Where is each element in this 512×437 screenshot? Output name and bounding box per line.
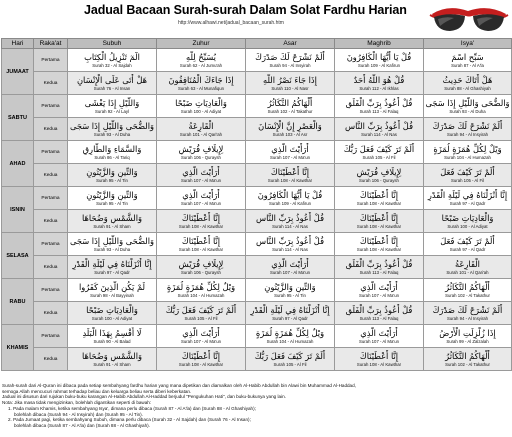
arabic-verse: إِنَّا أَنْزَلْنَاهُ فِي لَيْلَةِ الْقَدْرِ bbox=[250, 305, 330, 315]
reading-cell-zuhur bbox=[157, 279, 246, 302]
arabic-verse: إِنَّا أَعْطَيْنَاكَ bbox=[181, 351, 221, 361]
reading-cell-asar bbox=[246, 49, 335, 72]
reading-cell-maghrib bbox=[335, 233, 424, 256]
arabic-verse: قُلْ أَعُوذُ بِرَبِّ النَّاسِ bbox=[255, 213, 325, 223]
surah-reference: Surah 109 - Al Kafirun bbox=[268, 201, 312, 206]
reading-cell-isya bbox=[424, 72, 512, 95]
footer-notes bbox=[2, 383, 510, 429]
arabic-verse: وَالضُّحَى وَاللَّيْلِ إِذَا سَجَى bbox=[69, 121, 155, 131]
column-header-asar: Asar bbox=[246, 39, 335, 49]
reading-cell-asar bbox=[246, 348, 335, 371]
reading-cell-isya bbox=[424, 348, 512, 371]
reading-cell-maghrib bbox=[335, 302, 424, 325]
arabic-verse: إِنَّا أَنْزَلْنَاهُ فِي لَيْلَةِ الْقَدْرِ bbox=[72, 259, 152, 269]
arabic-verse: أَرَأَيْتَ الَّذِي bbox=[182, 167, 220, 177]
surah-reference: Surah 110 - Al Nasr bbox=[271, 86, 309, 91]
arabic-verse: قُلْ أَعُوذُ بِرَبِّ الْفَلَقِ bbox=[345, 98, 413, 108]
reading-cell-zuhur bbox=[157, 210, 246, 233]
reading-cell-subuh bbox=[68, 302, 157, 325]
arabic-verse: قُلْ أَعُوذُ بِرَبِّ الْفَلَقِ bbox=[345, 305, 413, 315]
surah-reference: Surah 104 - Al Humazah bbox=[266, 339, 314, 344]
rakaat-label: Kedua bbox=[34, 210, 68, 233]
surah-reference: Surah 114 - Al Nas bbox=[361, 132, 397, 137]
reading-cell-zuhur bbox=[157, 256, 246, 279]
arabic-verse: أَلَمْ تَرَ كَيْفَ فَعَلَ bbox=[440, 167, 495, 177]
surah-reference: Surah 99 - Al Zalzalah bbox=[446, 339, 489, 344]
surah-reference: Surah 101 - Al Qari'ah bbox=[446, 270, 489, 275]
arabic-verse: سَبِّحِ اسْمَ bbox=[451, 52, 484, 62]
arabic-verse: إِنَّا أَعْطَيْنَاكَ bbox=[181, 236, 221, 246]
reading-cell-asar bbox=[246, 256, 335, 279]
reading-cell-subuh bbox=[68, 118, 157, 141]
table-row bbox=[2, 233, 512, 256]
arabic-verse: قُلْ يَا أَيُّهَا الْكَافِرُونَ bbox=[257, 190, 323, 200]
arabic-verse: أَلَمْ تَرَ كَيْفَ فَعَلَ رَبُّكَ bbox=[254, 351, 326, 361]
surah-reference: Surah 94 - Al Insyirah bbox=[446, 132, 489, 137]
arabic-verse: لِإِيلَافِ قُرَيْشٍ bbox=[178, 144, 224, 154]
reading-cell-zuhur bbox=[157, 325, 246, 348]
day-label: RABU bbox=[2, 279, 34, 325]
arabic-verse: هَلْ أَتَى عَلَى الْإِنْسَانِ bbox=[76, 75, 148, 85]
surah-reference: Surah 106 - Quraysh bbox=[359, 178, 399, 183]
day-label: JUMAAT bbox=[2, 49, 34, 95]
arabic-verse: وَالشَّمْسِ وَضُحَاهَا bbox=[81, 213, 143, 223]
surah-reference: Surah 108 - Al Kawthar bbox=[356, 247, 402, 252]
reading-cell-zuhur bbox=[157, 72, 246, 95]
surah-reference: Surah 107 - Al Ma'un bbox=[359, 293, 399, 298]
reading-cell-zuhur bbox=[157, 49, 246, 72]
rakaat-label: Kedua bbox=[34, 72, 68, 95]
arabic-verse: أَلَمْ تَرَ كَيْفَ فَعَلَ bbox=[440, 236, 495, 246]
arabic-verse: الٓمٓ تَنْزِيلُ الْكِتَابِ bbox=[84, 52, 140, 62]
surah-reference: Surah 107 - Al Ma'un bbox=[270, 270, 310, 275]
note-text: Jadual ini disusun dari rujukan buku-buku karangan Al-Habib Abdullah Al-Haddad berjudul "Pengukuhan Hati", dan buku-bukunya yang lain. bbox=[2, 394, 286, 400]
reading-cell-subuh bbox=[68, 325, 157, 348]
arabic-verse: أَلْهَاكُمُ التَّكَاثُرُ bbox=[445, 351, 490, 361]
day-label: SABTU bbox=[2, 95, 34, 141]
arabic-verse: أَرَأَيْتَ الَّذِي bbox=[271, 144, 309, 154]
rakaat-label: Pertama bbox=[34, 49, 68, 72]
surah-reference: Surah 101 - Al Qari'ah bbox=[179, 132, 223, 137]
arabic-verse: وَالسَّمَاءِ وَالطَّارِقِ bbox=[82, 144, 142, 154]
arabic-verse: قُلْ يَا أَيُّهَا الْكَافِرُونَ bbox=[346, 52, 412, 62]
table-row bbox=[2, 164, 512, 187]
reading-cell-isya bbox=[424, 187, 512, 210]
note-text: semoga Allah mencucuri rahmat terhadap beliau dan keluarga beliau serta diberi keberkatan. bbox=[2, 388, 192, 394]
surah-reference: Surah 108 - Al Kawthar bbox=[178, 362, 224, 367]
surah-reference: Surah 114 - Al Nas bbox=[272, 224, 308, 229]
surah-reference: Surah 103 - Al Asr bbox=[272, 132, 308, 137]
surah-reference: Surah 108 - Al Kawthar bbox=[356, 201, 402, 206]
reading-cell-zuhur bbox=[157, 118, 246, 141]
reading-cell-maghrib bbox=[335, 325, 424, 348]
column-header-isya: Isya' bbox=[424, 39, 512, 49]
rakaat-label: Pertama bbox=[34, 187, 68, 210]
surah-reference: Surah 76 - Al Insan bbox=[93, 86, 131, 91]
reading-cell-asar bbox=[246, 233, 335, 256]
rakaat-label: Kedua bbox=[34, 118, 68, 141]
rakaat-label: Pertama bbox=[34, 95, 68, 118]
surah-reference: Surah 108 - Al Kawthar bbox=[178, 247, 224, 252]
arabic-verse: إِنَّا أَعْطَيْنَاكَ bbox=[181, 213, 221, 223]
arabic-verse: الْقَارِعَةُ bbox=[455, 259, 480, 269]
surah-reference: Surah 93 - Al Duha bbox=[93, 132, 131, 137]
reading-cell-maghrib bbox=[335, 95, 424, 118]
reading-cell-isya bbox=[424, 279, 512, 302]
reading-cell-maghrib bbox=[335, 72, 424, 95]
arabic-verse: أَلَمْ تَرَ كَيْفَ فَعَلَ رَبُّكَ bbox=[343, 144, 415, 154]
page-title: Jadual Bacaan Surah-surah Dalam Solat Fardhu Harian bbox=[84, 3, 407, 17]
reading-cell-zuhur bbox=[157, 187, 246, 210]
arabic-verse: إِنَّا أَعْطَيْنَاكَ bbox=[359, 213, 399, 223]
arabic-verse: أَلَمْ نَشْرَحْ لَكَ صَدْرَكَ bbox=[255, 52, 325, 62]
reading-cell-maghrib bbox=[335, 187, 424, 210]
reading-cell-asar bbox=[246, 302, 335, 325]
rakaat-label: Pertama bbox=[34, 233, 68, 256]
table-row bbox=[2, 95, 512, 118]
arabic-verse: إِنَّا أَعْطَيْنَاكَ bbox=[270, 167, 310, 177]
table-row bbox=[2, 187, 512, 210]
rakaat-label: Kedua bbox=[34, 302, 68, 325]
arabic-verse: لِإِيلَافِ قُرَيْشٍ bbox=[178, 259, 224, 269]
arabic-verse: وَالْعَادِيَاتِ ضَبْحًا bbox=[441, 213, 494, 223]
surah-reference: Surah 100 - Al Adiyat bbox=[91, 316, 133, 321]
surah-reference: Surah 97 - Al Qadr bbox=[94, 270, 130, 275]
surah-reference: Surah 108 - Al Kawthar bbox=[356, 224, 402, 229]
surah-reference: Surah 104 - Al Humazah bbox=[177, 293, 225, 298]
column-header-hari: Hari bbox=[2, 39, 34, 49]
surah-reference: Surah 90 - Al Balad bbox=[93, 339, 131, 344]
table-row bbox=[2, 210, 512, 233]
reading-cell-subuh bbox=[68, 141, 157, 164]
reading-cell-asar bbox=[246, 325, 335, 348]
arabic-verse: إِذَا جَاءَ نَصْرُ اللَّهِ bbox=[263, 75, 317, 85]
day-label: KHAMIS bbox=[2, 325, 34, 371]
surah-reference: Surah 105 - Al Fil bbox=[273, 362, 307, 367]
arabic-verse: إِنَّا أَعْطَيْنَاكَ bbox=[359, 190, 399, 200]
reading-cell-zuhur bbox=[157, 348, 246, 371]
arabic-verse: قُلْ أَعُوذُ بِرَبِّ النَّاسِ bbox=[255, 236, 325, 246]
reading-cell-asar bbox=[246, 141, 335, 164]
reading-cell-zuhur bbox=[157, 95, 246, 118]
reading-cell-asar bbox=[246, 187, 335, 210]
arabic-verse: أَلَمْ نَشْرَحْ لَكَ صَدْرَكَ bbox=[432, 305, 503, 315]
arabic-verse: وَالتِّينِ وَالزَّيْتُونِ bbox=[264, 282, 316, 292]
reading-cell-asar bbox=[246, 118, 335, 141]
reading-cell-isya bbox=[424, 95, 512, 118]
rakaat-label: Pertama bbox=[34, 279, 68, 302]
reading-cell-maghrib bbox=[335, 141, 424, 164]
arabic-verse: وَيْلٌ لِكُلِّ هُمَزَةٍ لُمَزَةٍ bbox=[166, 282, 236, 292]
arabic-verse: لَا أُقْسِمُ بِهَذَا الْبَلَدِ bbox=[82, 328, 142, 338]
arabic-verse: وَيْلٌ لِكُلِّ هُمَزَةٍ لُمَزَةٍ bbox=[433, 144, 502, 154]
surah-reference: Surah 100 - Al Adiyat bbox=[447, 224, 488, 229]
reading-cell-maghrib bbox=[335, 118, 424, 141]
surah-reference: Surah 91 - Al Sham bbox=[93, 362, 131, 367]
reading-cell-subuh bbox=[68, 72, 157, 95]
arabic-verse: وَيْلٌ لِكُلِّ هُمَزَةٍ لُمَزَةٍ bbox=[255, 328, 325, 338]
arabic-verse: أَرَأَيْتَ الَّذِي bbox=[360, 282, 398, 292]
reading-cell-isya bbox=[424, 325, 512, 348]
reading-cell-asar bbox=[246, 72, 335, 95]
reading-cell-isya bbox=[424, 118, 512, 141]
reading-cell-subuh bbox=[68, 348, 157, 371]
surah-reference: Surah 32 - Al Sajdah bbox=[92, 63, 132, 68]
surah-reference: Surah 102 - Al Takathur bbox=[445, 362, 490, 367]
arabic-verse: إِنَّا أَعْطَيْنَاكَ bbox=[359, 236, 399, 246]
column-header-subuh: Subuh bbox=[68, 39, 157, 49]
column-header-rakaat: Raka'at bbox=[34, 39, 68, 49]
surah-reference: Surah 113 - Al Falaq bbox=[359, 270, 399, 275]
reading-cell-asar bbox=[246, 95, 335, 118]
surah-reference: Surah 97 - Al Qadr bbox=[272, 316, 308, 321]
arabic-verse: أَلْهَاكُمُ التَّكَاثُرُ bbox=[267, 98, 313, 108]
reading-cell-subuh bbox=[68, 256, 157, 279]
note-text: Surah-surah dari Al-Quran ini dibaca pada setiap sembahyang fardhu harian yang mana dipetikan dan diamalkan oleh Al-Habib Abdullah bin Alawi bin Muhammad Al-Haddad, bbox=[2, 383, 356, 388]
surah-reference: Surah 63 - Al Munafiqun bbox=[177, 86, 225, 91]
arabic-verse: الْقَارِعَةُ bbox=[188, 121, 214, 131]
rakaat-label: Pertama bbox=[34, 141, 68, 164]
arabic-verse: وَالشَّمْسِ وَضُحَاهَا bbox=[81, 351, 143, 361]
rakaat-label: Kedua bbox=[34, 348, 68, 371]
surah-reference: Surah 108 - Al Kawthar bbox=[356, 362, 402, 367]
rakaat-label: Kedua bbox=[34, 256, 68, 279]
arabic-verse: أَرَأَيْتَ الَّذِي bbox=[271, 259, 309, 269]
surah-reference: Surah 102 - Al Takathur bbox=[267, 109, 313, 114]
reading-cell-isya bbox=[424, 302, 512, 325]
reading-cell-zuhur bbox=[157, 164, 246, 187]
note-text: 1. Pada malam Khamis, ketika sembahyang Isya', dimana perlu dibaca (Surah 87 - Al A'la) dan (Surah 88 - Al Ghashiyah); bbox=[8, 405, 256, 411]
surah-reference: Surah 93 - Al Duha bbox=[449, 109, 486, 114]
reading-cell-subuh bbox=[68, 49, 157, 72]
surah-reference: Surah 108 - Al Kawthar bbox=[178, 224, 224, 229]
arabic-verse: أَلَمْ نَشْرَحْ لَكَ صَدْرَكَ bbox=[432, 121, 503, 131]
reading-cell-isya bbox=[424, 256, 512, 279]
surah-reference: Surah 109 - Al Kafirun bbox=[357, 63, 401, 68]
reading-cell-isya bbox=[424, 233, 512, 256]
reading-cell-zuhur bbox=[157, 233, 246, 256]
reading-cell-isya bbox=[424, 141, 512, 164]
arabic-verse: إِنَّا أَنْزَلْنَاهُ فِي لَيْلَةِ الْقَدْرِ bbox=[427, 190, 508, 200]
arabic-verse: وَالتِّينِ وَالزَّيْتُونِ bbox=[86, 167, 138, 177]
surah-reference: Surah 92 - Al Layl bbox=[95, 109, 129, 114]
arabic-verse: أَلَمْ تَرَ كَيْفَ فَعَلَ رَبُّكَ bbox=[165, 305, 237, 315]
arabic-verse: إِذَا جَاءَكَ الْمُنَافِقُونَ bbox=[168, 75, 234, 85]
arabic-verse: أَرَأَيْتَ الَّذِي bbox=[360, 328, 398, 338]
arabic-verse: قُلْ أَعُوذُ بِرَبِّ الْفَلَقِ bbox=[345, 259, 413, 269]
day-label: AHAD bbox=[2, 141, 34, 187]
table-row bbox=[2, 325, 512, 348]
table-row bbox=[2, 72, 512, 95]
reading-cell-isya bbox=[424, 164, 512, 187]
reading-cell-maghrib bbox=[335, 210, 424, 233]
arabic-verse: لِإِيلَافِ قُرَيْشٍ bbox=[356, 167, 402, 177]
table-row bbox=[2, 141, 512, 164]
note-text: Nota: Jika masa tidak mengizinkan, bolehlah digantikan seperti di bawah: bbox=[2, 400, 152, 406]
arabic-verse: أَلْهَاكُمُ التَّكَاثُرُ bbox=[445, 282, 490, 292]
reading-cell-asar bbox=[246, 164, 335, 187]
schedule-table bbox=[1, 38, 512, 371]
arabic-verse: وَالْعَادِيَاتِ ضَبْحًا bbox=[86, 305, 138, 315]
surah-reference: Surah 95 - Al Tin bbox=[274, 293, 306, 298]
surah-reference: Surah 114 - Al Nas bbox=[272, 247, 308, 252]
column-header-maghrib: Maghrib bbox=[335, 39, 424, 49]
surah-reference: Surah 94 - Al Insyirah bbox=[269, 63, 311, 68]
surah-reference: Surah 108 - Al Kawthar bbox=[267, 178, 313, 183]
reading-cell-subuh bbox=[68, 95, 157, 118]
arabic-verse: وَالتِّينِ وَالزَّيْتُونِ bbox=[86, 190, 138, 200]
surah-reference: Surah 91 - Al Sham bbox=[93, 224, 131, 229]
source-url: http://www.alhawi.net/jadual_bacaan_surah.htm bbox=[178, 20, 284, 26]
column-header-zuhur: Zuhur bbox=[157, 39, 246, 49]
table-row bbox=[2, 279, 512, 302]
surah-reference: Surah 88 - Al Ghashiyah bbox=[444, 86, 491, 91]
surah-reference: Surah 105 - Al Fil bbox=[451, 178, 484, 183]
arabic-verse: وَالضُّحَى وَاللَّيْلِ إِذَا سَجَى bbox=[425, 98, 510, 108]
surah-reference: Surah 97 - Al Qadr bbox=[449, 247, 486, 252]
surah-reference: Surah 95 - Al Tin bbox=[96, 178, 128, 183]
surah-reference: Surah 98 - Al Bayyinah bbox=[90, 293, 134, 298]
note-text: bolehlah dibaca (Surah 87 - Al A'la) dan (Surah 88 - Al Ghashiyah). bbox=[14, 422, 150, 428]
surah-reference: Surah 94 - Al Insyirah bbox=[446, 316, 489, 321]
reading-cell-subuh bbox=[68, 210, 157, 233]
arabic-verse: يُسَبِّحُ لِلَّهِ bbox=[186, 52, 216, 62]
surah-reference: Surah 107 - Al Ma'un bbox=[359, 339, 399, 344]
surah-reference: Surah 113 - Al Falaq bbox=[359, 109, 399, 114]
day-label: ISNIN bbox=[2, 187, 34, 233]
day-label: SELASA bbox=[2, 233, 34, 279]
surah-reference: Surah 87 - Al A'la bbox=[451, 63, 484, 68]
surah-reference: Surah 100 - Al Adiyat bbox=[180, 109, 222, 114]
table-row bbox=[2, 49, 512, 72]
reading-cell-isya bbox=[424, 210, 512, 233]
surah-reference: Surah 95 - Al Tin bbox=[96, 201, 128, 206]
arabic-verse: قُلْ هُوَ اللَّهُ أَحَدٌ bbox=[353, 75, 405, 85]
table-row bbox=[2, 118, 512, 141]
reading-cell-maghrib bbox=[335, 49, 424, 72]
arabic-verse: لَمْ يَكُنِ الَّذِينَ كَفَرُوا bbox=[78, 282, 146, 292]
arabic-verse: أَرَأَيْتَ الَّذِي bbox=[182, 328, 220, 338]
reading-cell-isya bbox=[424, 49, 512, 72]
surah-reference: Surah 105 - Al Fil bbox=[362, 155, 396, 160]
reading-cell-maghrib bbox=[335, 164, 424, 187]
reading-cell-subuh bbox=[68, 187, 157, 210]
surah-reference: Surah 102 - Al Takathur bbox=[445, 293, 490, 298]
surah-reference: Surah 106 - Quraysh bbox=[181, 270, 221, 275]
arabic-verse: أَرَأَيْتَ الَّذِي bbox=[182, 190, 220, 200]
surah-reference: Surah 107 - Al Ma'un bbox=[181, 201, 221, 206]
arabic-verse: وَالضُّحَى وَاللَّيْلِ إِذَا سَجَى bbox=[69, 236, 155, 246]
surah-reference: Surah 105 - Al Fil bbox=[184, 316, 218, 321]
surah-reference: Surah 62 - Al Jumu'ah bbox=[179, 63, 223, 68]
surah-reference: Surah 112 - Al Ikhlas bbox=[359, 86, 399, 91]
reading-cell-asar bbox=[246, 279, 335, 302]
surah-reference: Surah 106 - Quraysh bbox=[181, 155, 221, 160]
arabic-verse: وَاللَّيْلِ إِذَا يَغْشَى bbox=[84, 98, 140, 108]
table-row bbox=[2, 348, 512, 371]
arabic-verse: وَالْعَادِيَاتِ ضَبْحًا bbox=[175, 98, 227, 108]
surah-reference: Surah 107 - Al Ma'un bbox=[181, 178, 221, 183]
surah-reference: Surah 113 - Al Falaq bbox=[359, 316, 399, 321]
reading-cell-zuhur bbox=[157, 302, 246, 325]
arabic-verse: قُلْ أَعُوذُ بِرَبِّ النَّاسِ bbox=[344, 121, 414, 131]
sunglasses-icon bbox=[428, 2, 510, 36]
arabic-verse: إِذَا زُلْزِلَتِ الْأَرْضُ bbox=[439, 328, 496, 338]
surah-reference: Surah 107 - Al Ma'un bbox=[181, 339, 221, 344]
surah-reference: Surah 104 - Al Humazah bbox=[444, 155, 491, 160]
reading-cell-maghrib bbox=[335, 256, 424, 279]
arabic-verse: هَلْ أَتَاكَ حَدِيثُ bbox=[442, 75, 493, 85]
rakaat-label: Kedua bbox=[34, 164, 68, 187]
arabic-verse: وَالْعَصْرِ إِنَّ الْإِنْسَانَ bbox=[258, 121, 322, 131]
reading-cell-asar bbox=[246, 210, 335, 233]
table-row bbox=[2, 256, 512, 279]
arabic-verse: إِنَّا أَعْطَيْنَاكَ bbox=[359, 351, 399, 361]
header bbox=[0, 0, 512, 38]
table-header-row bbox=[2, 39, 512, 49]
reading-cell-subuh bbox=[68, 164, 157, 187]
note-text: 2. Pada Jumaat pagi, ketika sembahyang Subuh, dimana perlu dibaca (Surah 32 - Al Sajdah) dan (Surah 76 - Al Insan); bbox=[8, 417, 251, 423]
reading-cell-zuhur bbox=[157, 141, 246, 164]
surah-reference: Surah 107 - Al Ma'un bbox=[270, 155, 310, 160]
reading-cell-subuh bbox=[68, 233, 157, 256]
reading-cell-maghrib bbox=[335, 348, 424, 371]
table-row bbox=[2, 302, 512, 325]
reading-cell-maghrib bbox=[335, 279, 424, 302]
rakaat-label: Pertama bbox=[34, 325, 68, 348]
surah-reference: Surah 97 - Al Qadr bbox=[449, 201, 486, 206]
surah-reference: Surah 93 - Al Duha bbox=[93, 247, 131, 252]
note-text: bolehlah dibaca (Surah 94 - Al Insyirah) dan (Surah 95 - Al Tin). bbox=[14, 411, 143, 417]
reading-cell-subuh bbox=[68, 279, 157, 302]
surah-reference: Surah 86 - Al Tariq bbox=[94, 155, 130, 160]
